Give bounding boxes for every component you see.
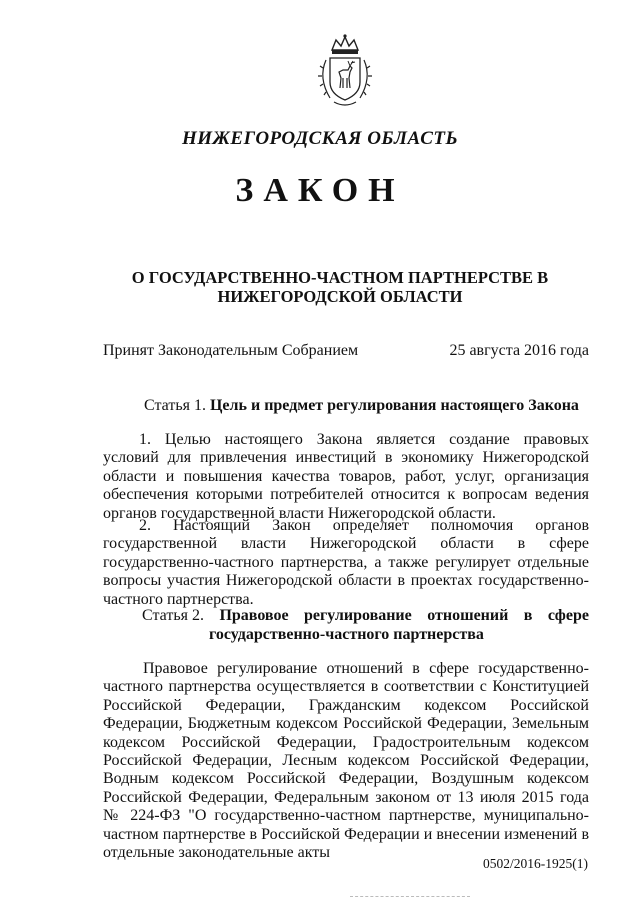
article-1-paragraph-1 <box>103 431 589 523</box>
article-2-title-word: отношений <box>427 607 509 624</box>
article-2-title-word: регулирование <box>304 607 412 624</box>
article-1-heading <box>144 396 579 415</box>
article-2-title-word: в <box>523 607 533 624</box>
region-heading: НИЖЕГОРОДСКАЯ ОБЛАСТЬ <box>181 128 459 149</box>
article-2-title-line-2: государственно-частного партнерства <box>209 626 484 643</box>
article-2-paragraph-1-text: Правовое регулирование отношений в сфере государственно-частного партнерства осуществляется в соответствии с Конституцией Российской Федерации, Гражданским кодексом Российской Федерации, Бюджетным кодексом Российской Федерации, Земельным кодексом Российской Федерации, Градостроительным кодексом Российской Федерации, Лесным кодексом Российской Федерации, Водным кодексом Российской Федерации, Воздушным кодексом Российской Федерации, Федеральным законом от 13 июля 2015 года № 224-ФЗ "О государственно-частном партнерстве, муниципально-частном партнерстве в Российской Федерации и внесении изменений в отдельные законодательные акты <box>103 660 589 862</box>
article-2-title-word: сфере <box>547 607 589 624</box>
adoption-date: 25 августа 2016 года <box>449 342 589 359</box>
document-code: 0502/2016-1925(1) <box>483 856 588 871</box>
article-2-title-word: Правовое <box>219 607 289 624</box>
article-1-paragraph-2 <box>103 517 589 609</box>
scan-artifact <box>350 896 470 898</box>
article-2-heading <box>142 606 589 644</box>
adopted-by: Принят Законодательным Собранием <box>103 342 359 359</box>
coat-of-arms-icon <box>310 32 380 110</box>
adoption-line <box>103 342 589 360</box>
article-2-paragraph-1 <box>103 660 589 862</box>
document-type-heading: ЗАКОН <box>235 172 405 209</box>
article-1-paragraph-2-text: 2. Настоящий Закон определяет полномочия органов государственной власти Нижегородской области в сфере государственно-частного партнерства, а также регулирует отдельные вопросы участия Нижегородской области в проектах государственно-частного партнерства. <box>103 517 589 608</box>
article-2-label: Статья 2. <box>142 607 204 624</box>
article-1-label: Статья 1. <box>144 397 206 414</box>
law-title: О ГОСУДАРСТВЕННО-ЧАСТНОМ ПАРТНЕРСТВЕ В НИЖЕГОРОДСКОЙ ОБЛАСТИ <box>131 268 549 306</box>
article-1-title: Цель и предмет регулирования настоящего Закона <box>209 397 579 414</box>
article-1-paragraph-1-text: 1. Целью настоящего Закона является создание правовых условий для привлечения инвестиций в экономику Нижегородской области и повышения качества товаров, работ, услуг, организация обеспечения которыми потребителей относится к вопросам ведения органов государственной власти Нижегородской области. <box>103 431 589 522</box>
